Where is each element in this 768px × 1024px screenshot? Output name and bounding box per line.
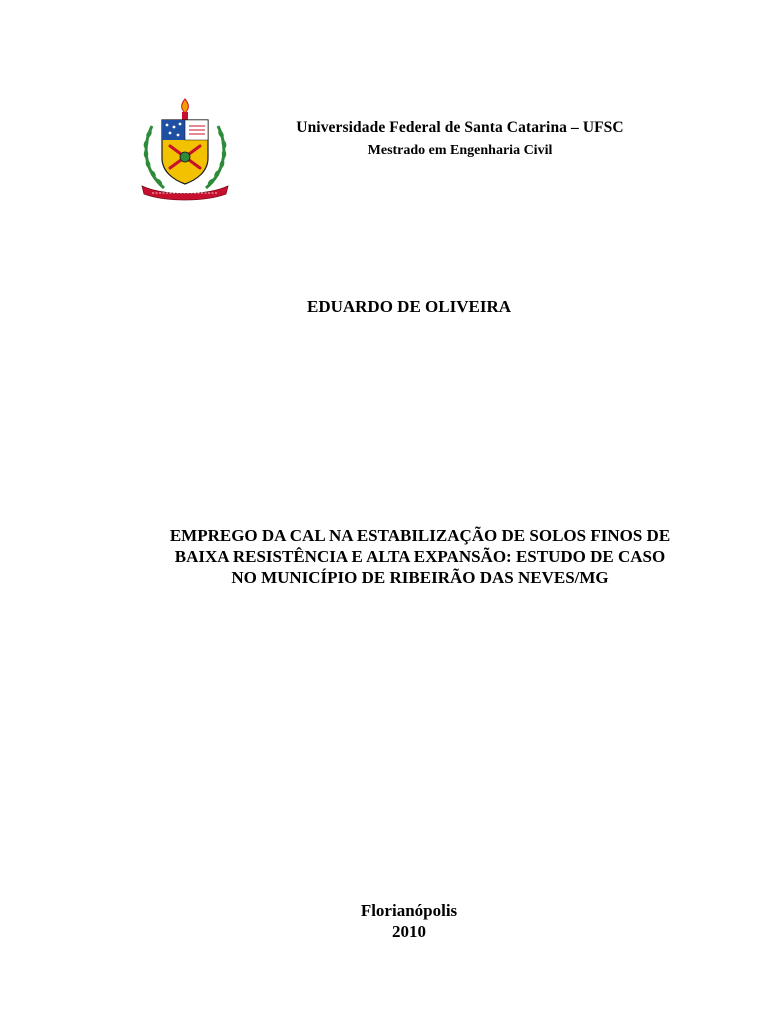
document-header <box>270 118 650 161</box>
author-name: EDUARDO DE OLIVEIRA <box>306 297 512 316</box>
place-and-date <box>0 900 768 942</box>
program-name: Mestrado em Engenharia Civil <box>367 143 553 158</box>
title-line-1: EMPREGO DA CAL NA ESTABILIZAÇÃO DE SOLOS FINOS DE <box>169 526 671 545</box>
university-name: Universidade Federal de Santa Catarina – UFSC <box>296 119 624 136</box>
city: Florianópolis <box>360 901 458 920</box>
thesis-title <box>120 525 720 588</box>
title-line-2: BAIXA RESISTÊNCIA E ALTA EXPANSÃO: ESTUDO DE CASO <box>174 547 666 566</box>
title-line-3: NO MUNICÍPIO DE RIBEIRÃO DAS NEVES/MG <box>231 568 609 587</box>
ufsc-crest-icon <box>134 96 236 202</box>
year: 2010 <box>392 922 426 941</box>
crest-graphic <box>134 96 236 202</box>
